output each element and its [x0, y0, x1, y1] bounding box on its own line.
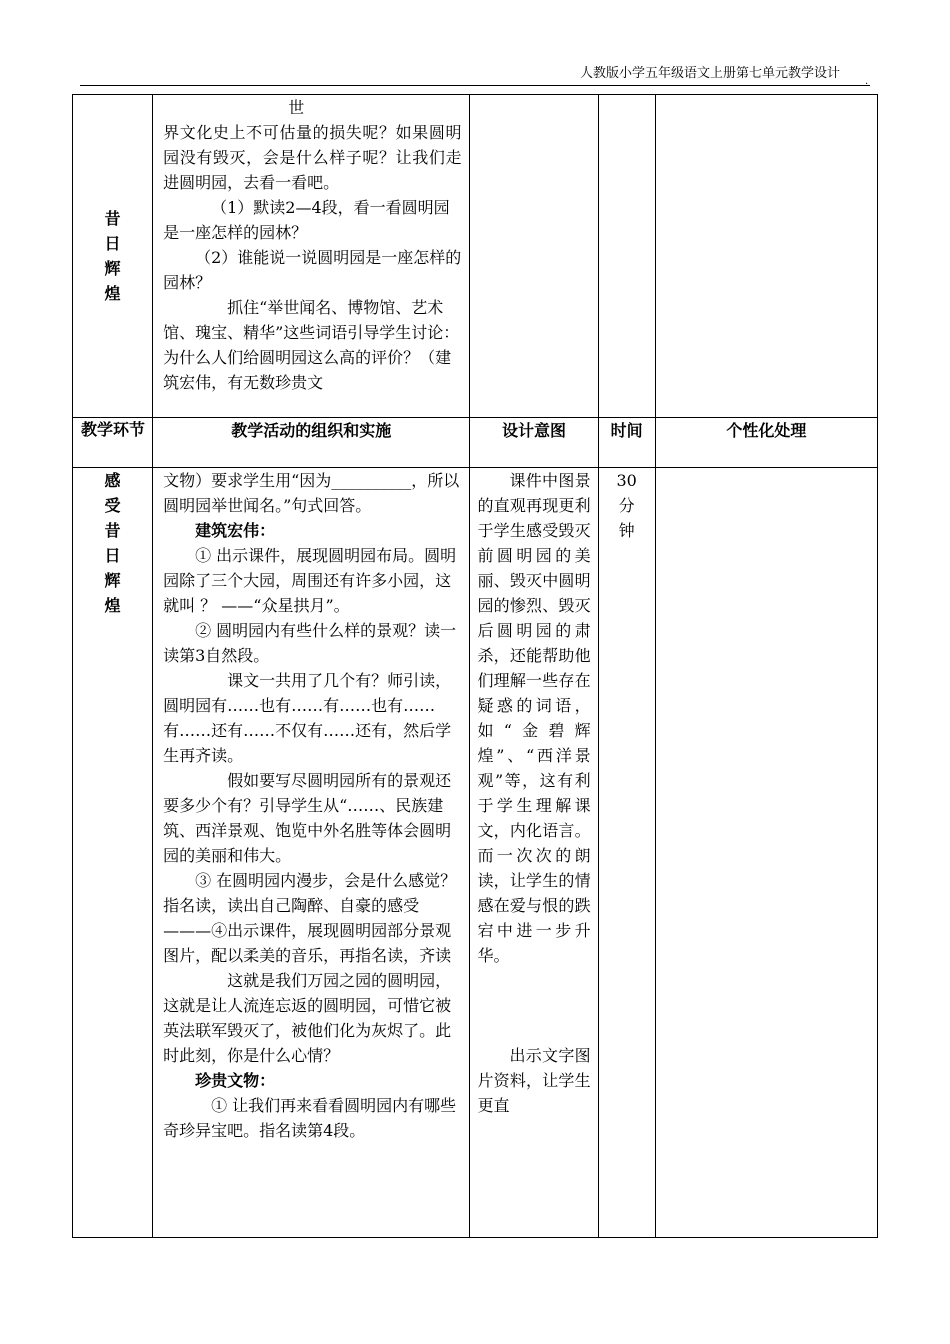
activity-line: ② 圆明园内有些什么样的景观？读一读第3自然段。: [163, 621, 457, 665]
activity-line: （2）谁能说一说圆明园是一座怎样的园林？: [163, 248, 462, 292]
time-cell: [598, 95, 655, 418]
activity-line: 假如要写尽圆明园所有的景观还要多少个有？引导学生从“……、民族建筑、西洋景观、饱览中外名胜等体会圆明园的美丽和伟大。: [163, 771, 452, 865]
header-dot: .: [865, 76, 869, 87]
table-header-row: [73, 418, 878, 468]
activity-line: （1）默读2—4段，看一看圆明园是一座怎样的园林？: [163, 198, 450, 242]
table-row: [73, 468, 878, 1238]
section-label: 感 受 昔 日 辉 煌: [73, 468, 153, 1238]
activity-line: 世: [288, 98, 305, 117]
header-rule: [80, 85, 870, 86]
purpose-cell: [470, 468, 598, 1238]
activity-line: 界文化史上不可估量的损失呢？如果圆明园没有毁灭，会是什么样子呢？让我们走进圆明园，去看一看吧。: [163, 123, 462, 192]
activity-subheading: 珍贵文物：: [195, 1071, 276, 1090]
page-header: 人教版小学五年级语文上册第七单元教学设计: [579, 66, 840, 81]
activity-line: 这就是我们万园之园的圆明园，这就是让人流连忘返的圆明园，可惜它被英法联军毁灭了，被他们化为灰烬了。此时此刻，你是什么心情？: [163, 971, 452, 1065]
col-header-stage: 教学环节: [73, 418, 153, 468]
activity-line: ① 出示课件，展现圆明园布局。圆明园除了三个大园，周围还有许多小园，这就叫 ？ ——“众星拱月”。: [163, 546, 457, 615]
table-row: [73, 95, 878, 418]
col-header-purpose: 设计意图: [470, 418, 598, 468]
activity-line: 文物）要求学生用“因为__________，所以圆明园举世闻名。”句式回答。: [163, 471, 460, 515]
activity-line: 抓住“举世闻名、博物馆、艺术馆、瑰宝、精华”这些词语引导学生讨论：为什么人们给圆明园这么高的评价？（建筑宏伟，有无数珍贵文: [163, 298, 460, 392]
activity-cell: [153, 468, 470, 1238]
activity-cell: [153, 95, 470, 418]
personal-cell: [655, 95, 877, 418]
purpose-text: 课件中图景的直观再现更利于学生感受毁灭前圆明园的美丽、毁灭中圆明园的惨烈、毁灭后圆明园的肃杀，还能帮助他们理解一些存在疑惑的词语，如“金碧辉煌”、“西洋景观”等，这有利于学生理解课文，内化语言。而一次次的朗读，让学生的情感在爱与恨的跌宕中进一步升华。: [477, 471, 591, 965]
col-header-time: 时间: [598, 418, 655, 468]
purpose-text: 出示文字图片资料，让学生更直: [477, 1046, 591, 1115]
activity-line: 课文一共用了几个有？师引读，圆明园有……也有……有……也有……有……还有……不仅有……还有，然后学生再齐读。: [163, 671, 452, 765]
activity-subheading: 建筑宏伟：: [195, 521, 276, 540]
section-label: 昔 日 辉 煌: [73, 95, 153, 418]
purpose-cell: [470, 95, 598, 418]
col-header-activity: 教学活动的组织和实施: [153, 418, 470, 468]
activity-line: ③ 在圆明园内漫步，会是什么感觉？指名读，读出自己陶醉、自豪的感受———④出示课件，展现圆明园部分景观图片，配以柔美的音乐，再指名读，齐读: [163, 871, 457, 965]
time-cell: 30 分 钟: [598, 468, 655, 1238]
lesson-plan-table: [72, 94, 878, 1238]
col-header-personal: 个性化处理: [655, 418, 877, 468]
personal-cell: [655, 468, 877, 1238]
activity-line: ① 让我们再来看看圆明园内有哪些奇珍异宝吧。指名读第4段。: [163, 1096, 457, 1140]
